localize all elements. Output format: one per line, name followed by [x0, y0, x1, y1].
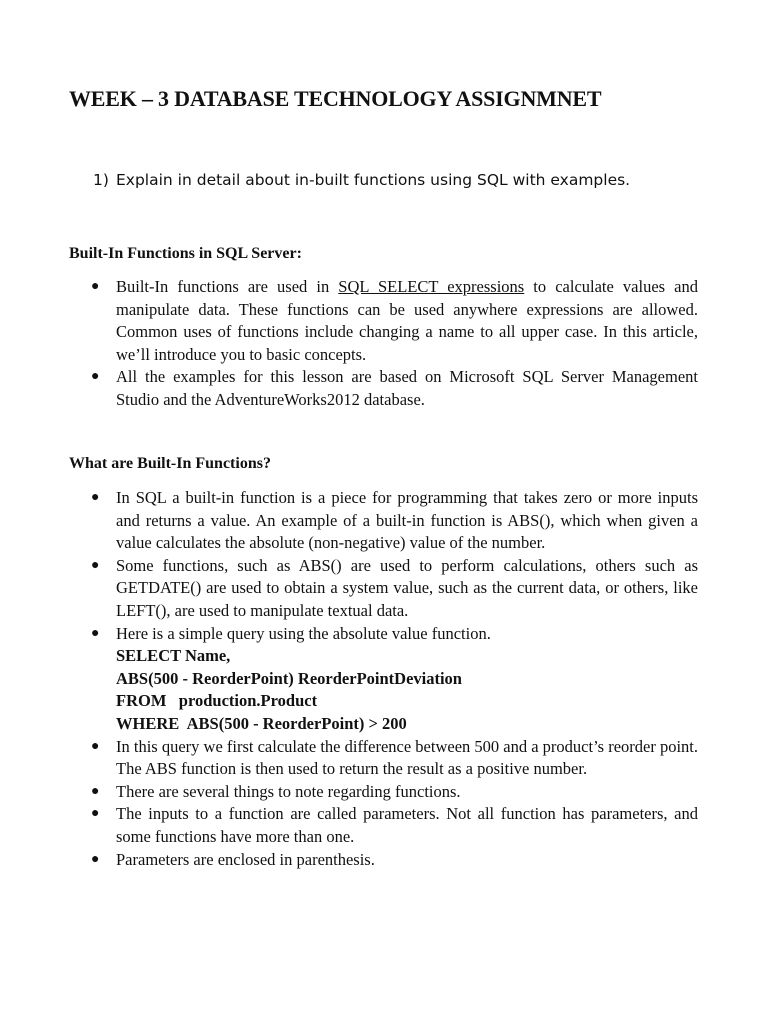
- question-text: Explain in detail about in-built functions using SQL with examples.: [116, 171, 631, 189]
- bullet-icon: ●: [91, 490, 100, 505]
- sql-code-line: FROM production.Product: [116, 691, 318, 711]
- sql-code-line: WHERE ABS(500 - ReorderPoint) > 200: [116, 713, 407, 733]
- bullet-icon: ●: [91, 851, 100, 867]
- sql-code-line: SELECT Name,: [116, 646, 231, 666]
- paragraph-text: to calculate values and manipulate data. These functions can be used anywhere expressions are allowed. Common uses of functions include changing a name to all upper case. In this article, we’ll introduce you to basic concepts.: [116, 277, 698, 364]
- list-item: [69, 849, 698, 872]
- paragraph-text: There are several things to note regarding functions.: [116, 781, 461, 801]
- paragraph-text: In this query we first calculate the difference between 500 and a product’s reorder point. The ABS function is then used to return the result as a positive number.: [116, 736, 699, 779]
- what-are-functions-list: [69, 487, 698, 871]
- paragraph-text: In SQL a built-in function is a piece for programming that takes zero or more inputs and returns a value. An example of a built-in function is ABS(), which when given a value calculates the absolute (non-negative) value of the number.: [116, 488, 698, 553]
- paragraph-text: All the examples for this lesson are based on Microsoft SQL Server Management Studio and the AdventureWorks2012 database.: [116, 367, 698, 409]
- paragraph-text: Some functions, such as ABS() are used to perform calculations, others such as GETDATE() are used to obtain a system value, such as the current data, or others, like LEFT(), are used to manipulate textual data.: [116, 555, 698, 620]
- paragraph-text: Here is a simple query using the absolute value function.: [116, 623, 491, 643]
- list-item: [69, 803, 698, 848]
- bullet-icon: ●: [91, 738, 100, 754]
- bullet-icon: ●: [91, 806, 100, 822]
- question-line: [93, 171, 630, 189]
- list-item: [69, 623, 698, 736]
- bullet-icon: ●: [91, 279, 100, 294]
- paragraph-text: Built-In functions are used in: [116, 277, 339, 296]
- question-number: 1): [93, 171, 109, 189]
- sql-select-expressions-link[interactable]: SQL SELECT expressions: [338, 277, 525, 296]
- bullet-icon: ●: [91, 625, 100, 641]
- list-item: [69, 736, 698, 781]
- bullet-icon: ●: [91, 557, 100, 573]
- bullet-icon: ●: [91, 783, 100, 799]
- list-item: [69, 781, 698, 804]
- sql-code-line: ABS(500 - ReorderPoint) ReorderPointDeviation: [116, 668, 462, 688]
- list-item: [69, 276, 698, 366]
- page-title: WEEK – 3 DATABASE TECHNOLOGY ASSIGNMNET: [69, 86, 602, 111]
- bullet-icon: ●: [91, 369, 100, 385]
- paragraph-text: The inputs to a function are called parameters. Not all function has parameters, and some functions have more than one.: [116, 804, 698, 846]
- section-heading-what-are-builtin-functions: What are Built-In Functions?: [69, 455, 271, 472]
- section-heading-builtin-functions: Built-In Functions in SQL Server:: [69, 245, 302, 262]
- list-item: [69, 487, 698, 555]
- list-item: [69, 555, 698, 623]
- builtin-functions-list: [69, 276, 698, 412]
- paragraph-text: Parameters are enclosed in parenthesis.: [116, 849, 375, 869]
- list-item: [69, 366, 698, 411]
